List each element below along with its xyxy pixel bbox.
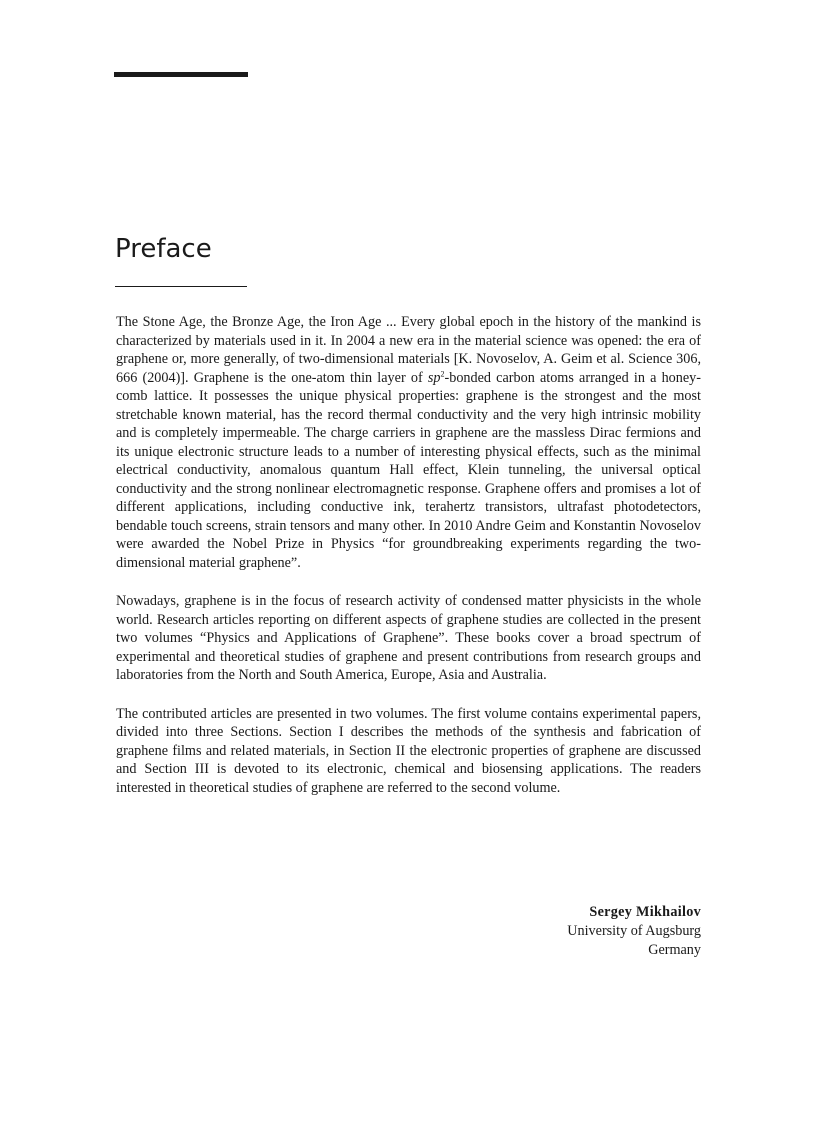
author-affiliation: University of Augsburg (567, 923, 701, 939)
paragraph-1 (116, 313, 701, 572)
author-country: Germany (648, 942, 701, 958)
sp-superscript: 2 (440, 368, 445, 378)
signature-block (567, 903, 701, 960)
sp-term: sp (427, 369, 441, 386)
preface-body (116, 313, 701, 817)
paragraph-1-part-1: The Stone Age, the Bronze Age, the Iron Age ... Every global epoch in the history of the mankind is characterized by materials used in it. In 2004 a new era in the material science was opened: the era of graphene or, more generally, of two-dimensional materials [K. Novoselov, A. Geim et al. Science 306, 666 (2004)]. Graphene is the one-atom thin layer of (116, 314, 701, 386)
paragraph-3: The contributed articles are presented in two volumes. The first volume contains experimental papers, divided into three Sections. Section I describes the methods of the synthesis and fabrication of graphene films and related materials, in Section II the electronic properties of graphene are discussed and Section III is devoted to its electronic, chemical and biosensing applications. The readers interested in theoretical studies of graphene are referred to the second volume. (116, 705, 701, 796)
paragraph-1-part-2: -bonded carbon atoms arranged in a honey-comb lattice. It possesses the unique physical properties: graphene is the strongest and the most stretchable known material, has the record thermal conductivity and the very high intrinsic mobility and is completely impermeable. The charge carriers in graphene are the massless Dirac fermions and its unique electronic structure leads to a number of interesting physical effects, such as the minimal electrical conductivity, anomalous quantum Hall effect, Klein tunneling, the universal optical conductivity and the strong nonlinear electromagnetic response. Graphene offers and promises a lot of different applications, including conductive ink, terahertz transistors, ultrafast photodetectors, bendable touch screens, strain tensors and many other. In 2010 Andre Geim and Konstantin Novoselov were awarded the Nobel Prize in Physics “for groundbreaking experiments regarding the two-dimensional material graphene”. (116, 369, 701, 571)
paragraph-2: Nowadays, graphene is in the focus of research activity of condensed matter physicists in the whole world. Research articles reporting on different aspects of graphene studies are collected in the present two volumes “Physics and Applications of Graphene”. These books cover a broad spectrum of experimental and theoretical studies of graphene and present contributions from research groups and laboratories from the North and South America, Europe, Asia and Australia. (116, 593, 701, 683)
page-title: Preface (115, 234, 212, 264)
author-name: Sergey Mikhailov (589, 904, 701, 920)
title-underline (115, 286, 247, 287)
chapter-top-rule (114, 72, 248, 77)
